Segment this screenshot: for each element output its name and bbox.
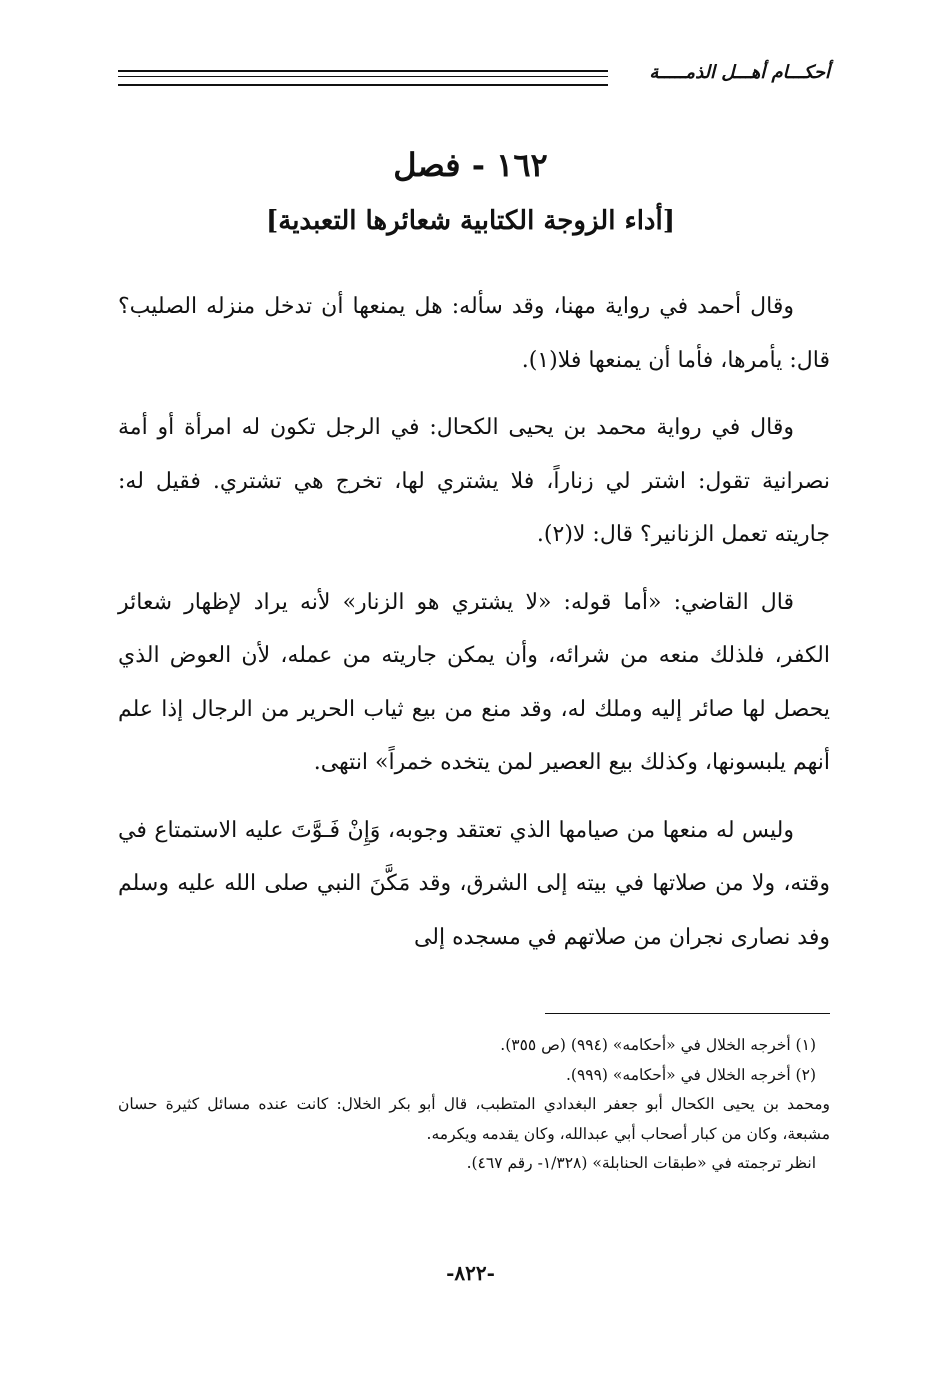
paragraph: وليس له منعها من صيامها الذي تعتقد وجوبه، وَإِنْ فَـوَّتَ عليه الاستمتاع في وقته، ولا من صلاتها في بيته إلى الشرق، وقد مَكَّنَ النبي صلى الله عليه وسلم وفد نصارى نجران من صلاتهم في مسجده إلى — [118, 817, 830, 950]
footnote: (١) أخرجه الخلال في «أحكامه» (٩٩٤) (ص ٣٥٥). — [500, 1036, 816, 1054]
chapter-title: [أداء الزوجة الكتابية شعائرها التعبدية] — [265, 206, 676, 236]
footnote-separator — [545, 1013, 830, 1014]
header-rule — [118, 70, 608, 86]
footnote: انظر ترجمته في «طبقات الحنابلة» (١/٣٢٨- رقم ٤٦٧). — [466, 1154, 816, 1172]
paragraph: قال القاضي: «أما قوله: «لا يشتري هو الزنار» لأنه يراد لإظهار شعائر الكفر، فلذلك منعه من شرائه، وأن يمكن جاريته من عمله، لأن العوض الذي يحصل لها صائر إليه وملك له، وقد منع من بيع ثياب الحرير من الرجال إذا علم أنهم يلبسونها، وكذلك بيع العصير لمن يتخده خمراً» انتهى. — [118, 589, 830, 775]
running-header — [118, 58, 830, 88]
body-text — [118, 280, 830, 978]
chapter-number: ١٦٢ - فصل — [393, 146, 548, 184]
footnote: (٢) أخرجه الخلال في «أحكامه» (٩٩٩). — [565, 1065, 816, 1084]
footnote: ومحمد بن يحيى الكحال أبو جعفر البغدادي المتطبب، قال أبو بكر الخلال: كانت عنده مسائل كثيرة حسان مشبعة، وكان من كبار أصحاب أبي عبدالله، وكان يقدمه ويكرمه. — [118, 1095, 830, 1143]
page-number: -٨٢٢- — [446, 1261, 495, 1285]
paragraph: وقال أحمد في رواية مهنا، وقد سأله: هل يمنعها أن تدخل منزله الصليب؟ قال: يأمرها، فأما أن يمنعها فلا(١). — [118, 294, 830, 373]
footnotes — [118, 1031, 830, 1179]
running-title: أحكـــام أهـــل الذمـــــة — [649, 62, 830, 83]
paragraph: وقال في رواية محمد بن يحيى الكحال: في الرجل تكون له امرأة أو أمة نصرانية تقول: اشتر لي زناراً، فلا يشتري لها، تخرج هي تشتري. فقيل له: جاريته تعمل الزنانير؟ قال: لا(٢). — [118, 415, 830, 547]
